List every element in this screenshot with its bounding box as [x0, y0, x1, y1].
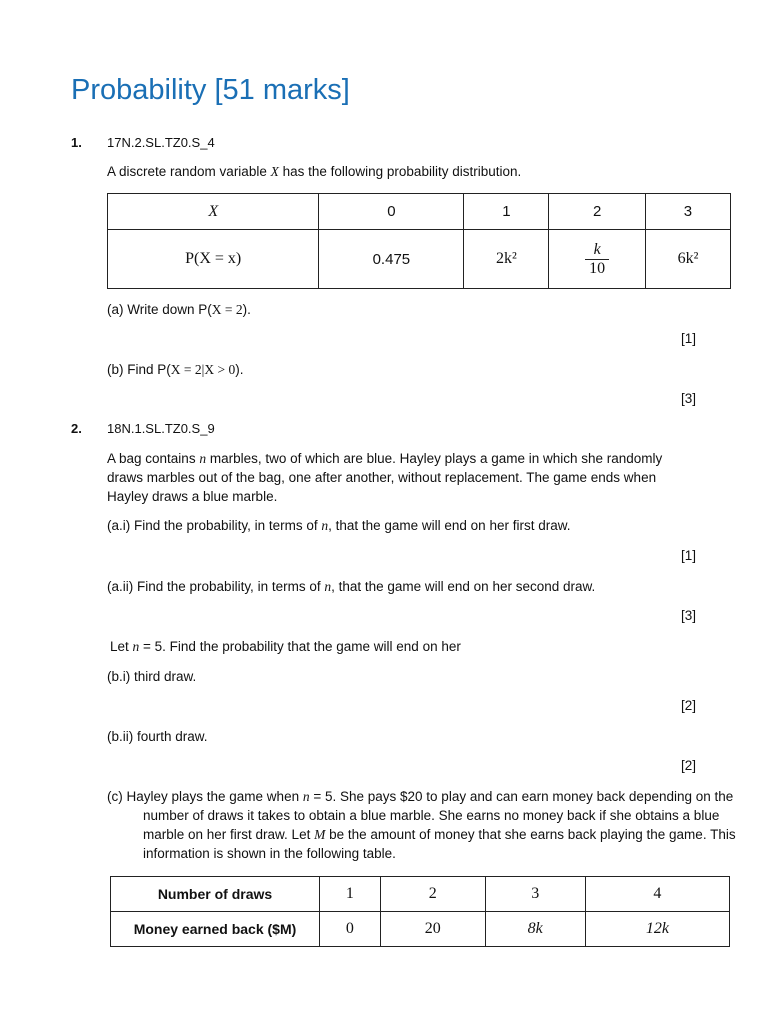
table-header-probability: P(X = x)	[108, 230, 319, 289]
table-header-x: X	[108, 194, 319, 230]
table-cell-fraction	[549, 230, 646, 289]
question-2c	[107, 787, 739, 863]
table-cell: 0	[319, 194, 464, 230]
part-text-end: be the amount of money that she earns back playing the game. This information is shown in the following table.	[143, 827, 736, 861]
part-text: (a.i) Find the probability, in terms of	[107, 518, 322, 533]
mark-badge: [1]	[680, 331, 696, 346]
table-header-money: Money earned back ($M)	[111, 912, 320, 947]
part-text: (a) Write down P(	[107, 302, 212, 317]
let-text: Let	[110, 639, 133, 654]
table-cell: 0	[320, 912, 381, 947]
intro-text: A discrete random variable	[107, 164, 271, 179]
question-2bii: (b.ii) fourth draw.	[107, 729, 208, 744]
part-math: X = 2|X > 0	[170, 362, 236, 377]
table-row	[111, 877, 730, 912]
mark-badge: [3]	[680, 608, 696, 623]
fraction-denominator: 10	[589, 259, 606, 277]
question-2ai	[107, 516, 570, 535]
question-2bi: (b.i) third draw.	[107, 669, 197, 684]
part-text-end: , that the game will end on her first draw.	[328, 518, 571, 533]
question-1-intro	[107, 162, 521, 181]
table-cell: 2k²	[464, 230, 549, 289]
part-variable: n	[324, 579, 332, 594]
part-variable: n	[321, 518, 329, 533]
part-text-mid: = 5. She pays $20 to play and can earn money back depending on the number of draws it takes to obtain a blue marble. She earns no money back if she obtains a blue marble on her first draw. Let	[143, 789, 734, 842]
part-text-end: , that the game will end on her second draw.	[331, 579, 596, 594]
table-cell: 1	[464, 194, 549, 230]
table-row	[108, 194, 731, 230]
intro-text-end: has the following probability distribution.	[278, 164, 522, 179]
part-variable: n	[302, 789, 310, 804]
distribution-table	[107, 193, 731, 289]
table-cell: 1	[320, 877, 381, 912]
let-text-end: = 5. Find the probability that the game will end on her	[139, 639, 461, 654]
let-variable: n	[132, 639, 140, 654]
mark-badge: [1]	[680, 548, 696, 563]
fraction	[585, 241, 609, 278]
question-1-number: 1.	[71, 135, 82, 150]
intro-text: A bag contains	[107, 451, 200, 466]
part-text: (c) Hayley plays the game when	[107, 789, 303, 804]
question-2-number: 2.	[71, 421, 82, 436]
part-math: X = 2	[211, 302, 243, 317]
table-row	[111, 912, 730, 947]
money-table	[110, 876, 730, 947]
mark-badge: [2]	[680, 758, 696, 773]
part-text-end: ).	[242, 302, 251, 317]
question-2-let	[110, 637, 461, 656]
table-cell: 3	[485, 877, 585, 912]
question-2-intro	[107, 449, 697, 506]
table-cell: 2	[549, 194, 646, 230]
mark-badge: [3]	[680, 391, 696, 406]
fraction-numerator: k	[585, 241, 609, 260]
part-text: (b) Find P(	[107, 362, 171, 377]
table-cell: 4	[585, 877, 729, 912]
table-cell: 0.475	[319, 230, 464, 289]
table-cell: 2	[380, 877, 485, 912]
table-cell: 12k	[585, 912, 729, 947]
intro-text-end: marbles, two of which are blue. Hayley plays a game in which she randomly draws marbles out of the bag, one after another, without replacement. The game ends when Hayley draws a blue marble.	[107, 451, 663, 504]
question-2-code: 18N.1.SL.TZ0.S_9	[107, 421, 215, 436]
part-text-end: ).	[235, 362, 244, 377]
table-row	[108, 230, 731, 289]
part-text: (a.ii) Find the probability, in terms of	[107, 579, 325, 594]
intro-variable: n	[199, 451, 207, 466]
question-1b	[107, 360, 243, 379]
table-cell: 20	[380, 912, 485, 947]
table-header-draws: Number of draws	[111, 877, 320, 912]
part-variable-m: M	[314, 827, 326, 842]
question-2aii	[107, 577, 595, 596]
table-cell: 3	[645, 194, 730, 230]
table-cell: 6k²	[645, 230, 730, 289]
table-cell: 8k	[485, 912, 585, 947]
question-1a	[107, 300, 251, 319]
question-1-code: 17N.2.SL.TZ0.S_4	[107, 135, 215, 150]
page-title: Probability [51 marks]	[71, 74, 350, 106]
mark-badge: [2]	[680, 698, 696, 713]
intro-variable: X	[270, 164, 279, 179]
